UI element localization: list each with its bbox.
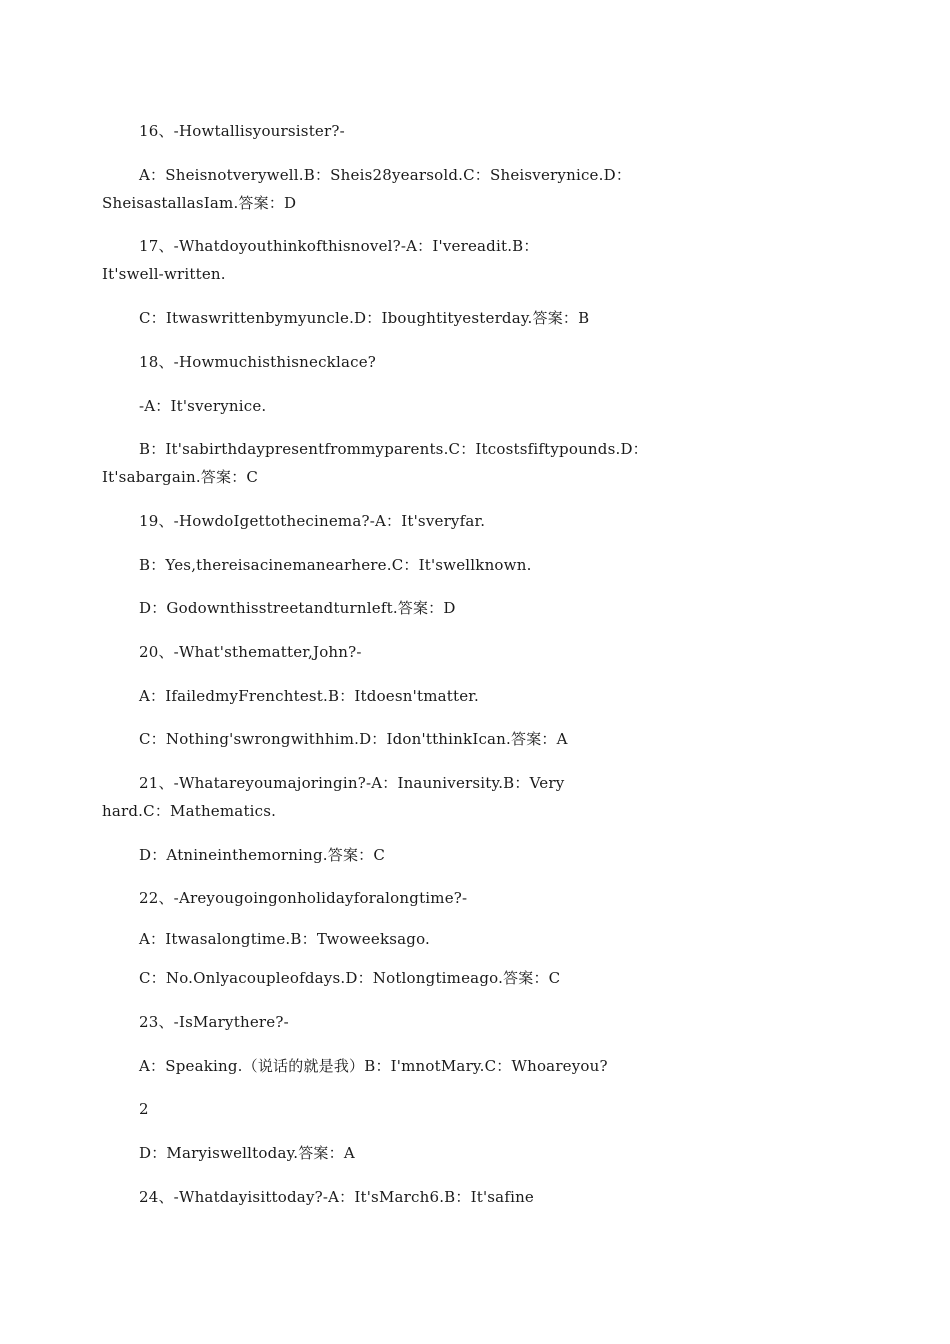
question-17-options: C：Itwaswrittenbymyuncle.D：Iboughtityesterday.答案：B (139, 309, 590, 327)
question-18: 18、-Howmuchisthisnecklace? (139, 353, 377, 371)
question-20-options-ab: A：IfailedmyFrenchtest.B：Itdoesn'tmatter. (139, 687, 479, 705)
question-23-options: A：Speaking.（说话的就是我）B：I'mnotMary.C：Whoareyou? (139, 1057, 608, 1075)
page-number: 2 (139, 1100, 149, 1118)
question-19-options: B：Yes,thereisacinemanearhere.C：It'swellknown. (139, 556, 532, 574)
question-16-options-cont: SheisastallasIam.答案：D (102, 194, 297, 212)
question-17: 17、-Whatdoyouthinkofthisnovel?-A：I'vereadit.B： (139, 237, 539, 255)
question-18-options-cont: It'sabargain.答案：C (102, 468, 259, 486)
question-24: 24、-Whatdayisittoday?-A：It'sMarch6.B：It'safine (139, 1188, 535, 1206)
question-22: 22、-Areyougoingonholidayforalongtime?- (139, 889, 468, 907)
question-18-option-a: -A：It'sverynice. (139, 397, 267, 415)
question-22-options-cd: C：No.Onlyacoupleofdays.D：Notlongtimeago.答案：C (139, 969, 561, 987)
question-19-option-d: D：Godownthisstreetandturnleft.答案：D (139, 599, 456, 617)
question-18-options: B：It'sabirthdaypresentfrommyparents.C：Itcostsfiftypounds.D： (139, 440, 648, 458)
question-23: 23、-IsMarythere?- (139, 1013, 289, 1031)
question-21: 21、-Whatareyoumajoringin?-A：Inauniversity.B：Very (139, 774, 565, 792)
question-16-options: A：Sheisnotverywell.B：Sheis28yearsold.C：Sheisverynice.D： (139, 166, 632, 184)
question-22-options-ab: A：Itwasalongtime.B：Twoweeksago. (139, 930, 431, 948)
question-21-cont: hard.C：Mathematics. (102, 802, 277, 820)
question-23-option-d: D：Maryiswelltoday.答案：A (139, 1144, 355, 1162)
question-21-option-d: D：Atnineinthemorning.答案：C (139, 846, 386, 864)
question-19: 19、-HowdoIgettothecinema?-A：It'sveryfar. (139, 512, 486, 530)
question-17-cont: It'swell-written. (102, 265, 226, 283)
question-16: 16、-Howtallisyoursister?- (139, 122, 345, 140)
question-20-options-cd: C：Nothing'swrongwithhim.D：Idon'tthinkIcan.答案：A (139, 730, 568, 748)
question-20: 20、-What'sthematter,John?- (139, 643, 362, 661)
